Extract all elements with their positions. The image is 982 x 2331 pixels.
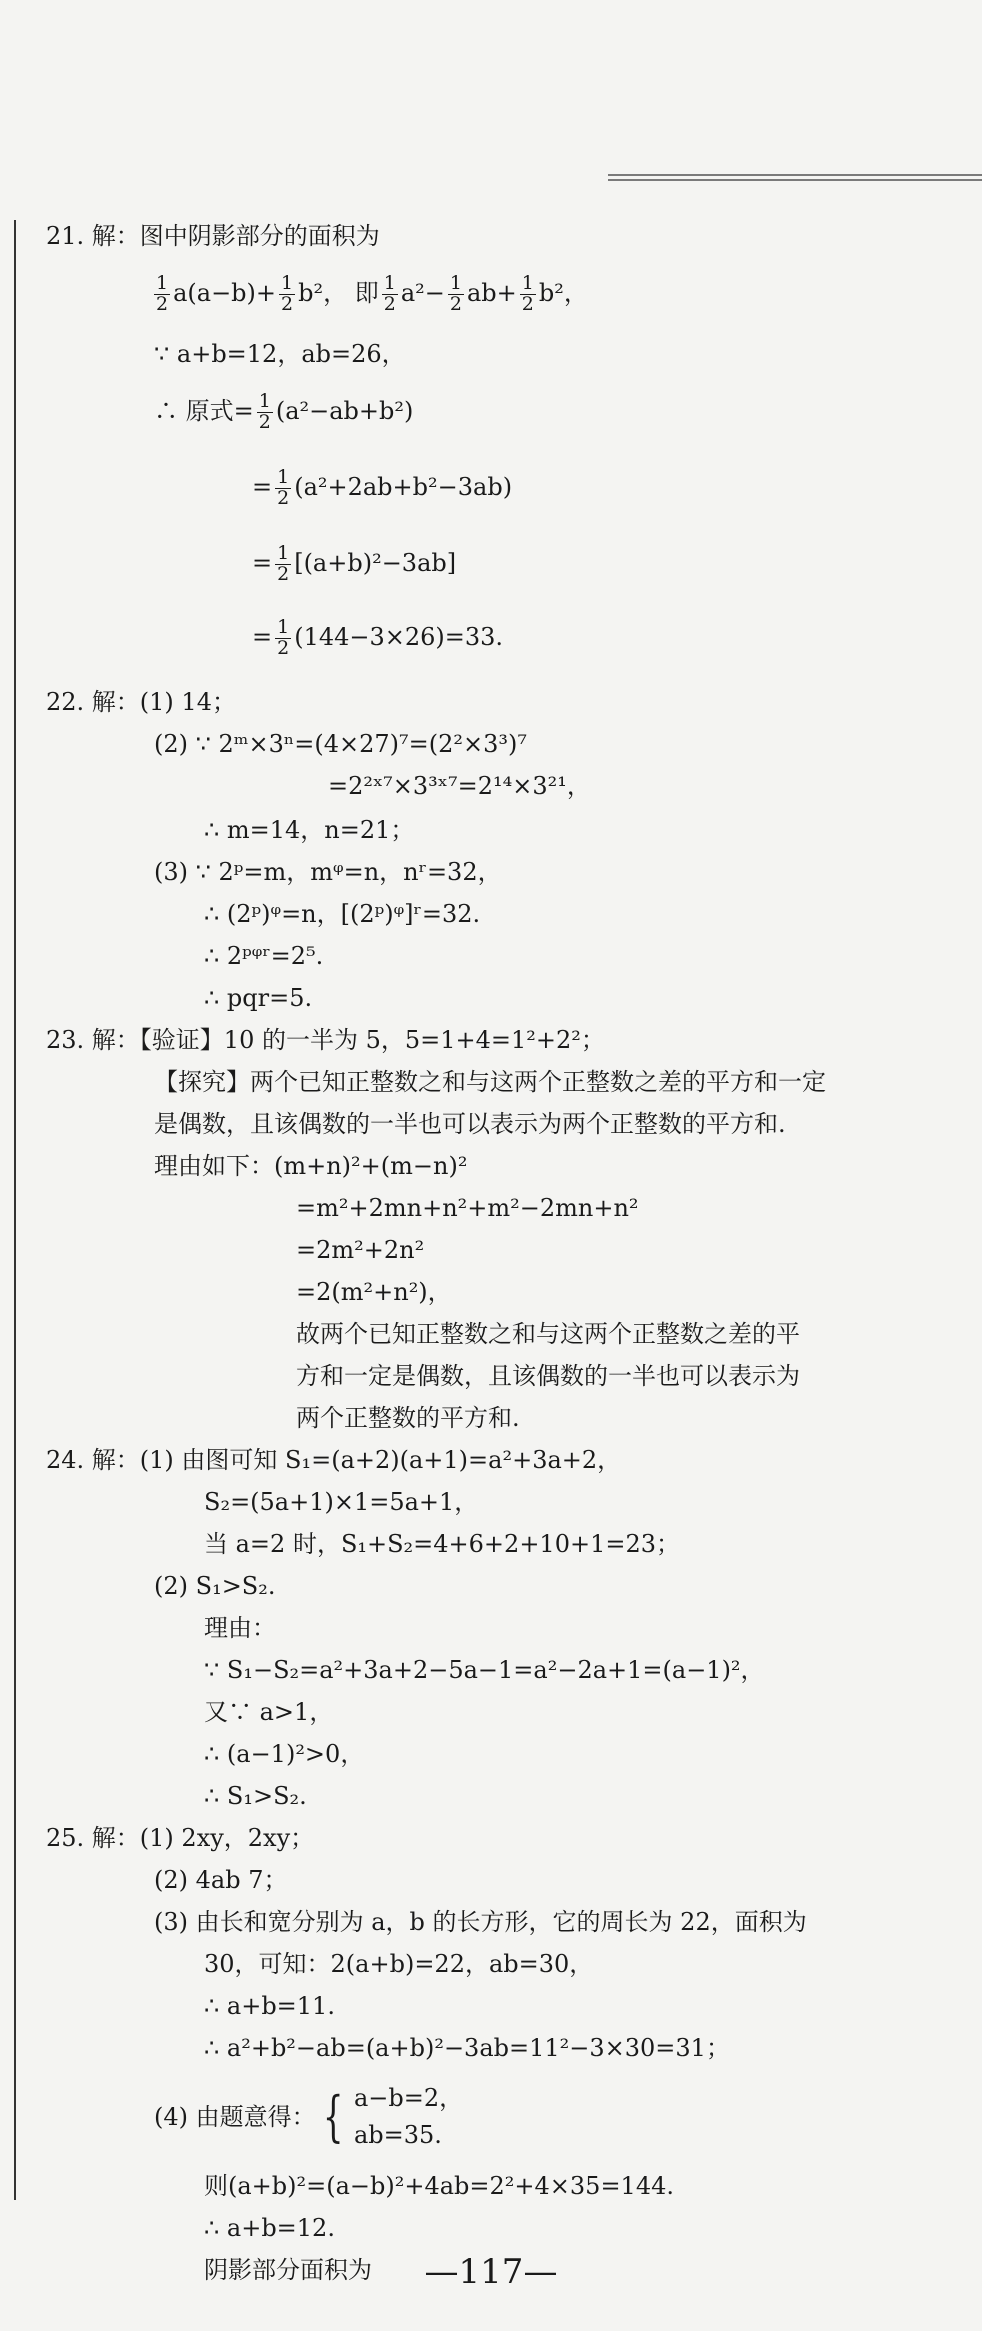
fraction: $\frac{1}{2}$	[277, 466, 290, 509]
q23-line-7: =2(m²+n²)，	[296, 1278, 452, 1306]
left-brace: {	[322, 2085, 344, 2149]
equation-system: a−b=2， ab=35.	[353, 2084, 464, 2150]
q23-line-1: 23. 解：【验证】10 的一半为 5，5=1+4=1²+2²；	[46, 1026, 605, 1054]
q25-line-9: ∴ a+b=12.	[204, 2214, 335, 2242]
q21-line-6: = $\frac{1}{2}$ [(a+b)²−3ab]	[252, 542, 457, 585]
left-margin-bar	[14, 220, 16, 2200]
q24-line-5: 理由：	[204, 1614, 276, 1642]
q22-line-6: ∴ (2ᵖ)ᵠ=n，[(2ᵖ)ᵠ]ʳ=32.	[204, 900, 481, 928]
q25-line-7: (4) 由题意得： { a−b=2， ab=35.	[154, 2080, 463, 2154]
q22-line-1: 22. 解：(1) 14；	[46, 688, 236, 716]
q23-line-5: =m²+2mn+n²+m²−2mn+n²	[296, 1194, 639, 1222]
fraction: $\frac{1}{2}$	[258, 390, 271, 433]
q21-line-3: ∵ a+b=12，ab=26，	[154, 340, 406, 368]
q22-line-5: (3) ∵ 2ᵖ=m，mᵠ=n，nʳ=32，	[154, 858, 502, 886]
page-number: —117—	[424, 2252, 558, 2292]
q24-line-8: ∴ (a−1)²>0，	[204, 1740, 365, 1768]
fraction: $\frac{1}{2}$	[449, 272, 462, 315]
q25-line-1: 25. 解：(1) 2xy，2xy；	[46, 1824, 315, 1852]
q24-line-3: 当 a=2 时，S₁+S₂=4+6+2+10+1=23；	[204, 1530, 680, 1558]
fraction: $\frac{1}{2}$	[521, 272, 534, 315]
q23-line-8: 故两个已知正整数之和与这两个正整数之差的平	[296, 1320, 800, 1348]
q23-line-9: 方和一定是偶数，且该偶数的一半也可以表示为	[296, 1362, 800, 1390]
fraction: $\frac{1}{2}$	[156, 272, 169, 315]
fraction: $\frac{1}{2}$	[277, 542, 290, 585]
q21-line-1: 21. 解：图中阴影部分的面积为	[46, 222, 380, 250]
q23-line-10: 两个正整数的平方和.	[296, 1404, 520, 1432]
q21-line-4: ∴ 原式= $\frac{1}{2}$ (a²−ab+b²)	[154, 390, 414, 433]
q22-line-4: ∴ m=14，n=21；	[204, 816, 415, 844]
q24-line-1: 24. 解：(1) 由图可知 S₁=(a+2)(a+1)=a²+3a+2，	[46, 1446, 622, 1474]
fraction: $\frac{1}{2}$	[277, 616, 290, 659]
fraction: $\frac{1}{2}$	[383, 272, 396, 315]
q21-line-2: $\frac{1}{2}$ a(a−b)+ $\frac{1}{2}$ b²， 即 $\frac{1}{2}$ a²− $\frac{1}{2}$ ab+ $\frac{1}{2}$ b²，	[156, 272, 588, 315]
q21-line-7: = $\frac{1}{2}$ (144−3×26)=33.	[252, 616, 504, 659]
q23-line-2: 【探究】两个已知正整数之和与这两个正整数之差的平方和一定	[154, 1068, 826, 1096]
q25-line-8: 则(a+b)²=(a−b)²+4ab=2²+4×35=144.	[204, 2172, 674, 2200]
q23-line-4: 理由如下：(m+n)²+(m−n)²	[154, 1152, 468, 1180]
q25-line-10: 阴影部分面积为	[204, 2256, 372, 2284]
q25-line-4: 30，可知：2(a+b)=22，ab=30，	[204, 1950, 594, 1978]
q25-line-3: (3) 由长和宽分别为 a，b 的长方形，它的周长为 22，面积为	[154, 1908, 807, 1936]
q24-line-2: S₂=(5a+1)×1=5a+1，	[204, 1488, 479, 1516]
header-rules	[608, 174, 982, 184]
q22-line-8: ∴ pqr=5.	[204, 984, 313, 1012]
q21-line-5: = $\frac{1}{2}$ (a²+2ab+b²−3ab)	[252, 466, 513, 509]
q25-line-2: (2) 4ab 7；	[154, 1866, 288, 1894]
q22-line-3: =2²ˣ⁷×3³ˣ⁷=2¹⁴×3²¹，	[328, 772, 591, 800]
fraction: $\frac{1}{2}$	[281, 272, 294, 315]
q25-line-6: ∴ a²+b²−ab=(a+b)²−3ab=11²−3×30=31；	[204, 2034, 730, 2062]
q22-line-2: (2) ∵ 2ᵐ×3ⁿ=(4×27)⁷=(2²×3³)⁷	[154, 730, 527, 758]
q24-line-7: 又∵ a>1，	[204, 1698, 334, 1726]
q24-line-9: ∴ S₁>S₂.	[204, 1782, 307, 1810]
q23-line-3: 是偶数，且该偶数的一半也可以表示为两个正整数的平方和.	[154, 1110, 786, 1138]
q22-line-7: ∴ 2ᵖᵠʳ=2⁵.	[204, 942, 324, 970]
q24-line-6: ∵ S₁−S₂=a²+3a+2−5a−1=a²−2a+1=(a−1)²，	[204, 1656, 765, 1684]
q25-line-5: ∴ a+b=11.	[204, 1992, 335, 2020]
q23-line-6: =2m²+2n²	[296, 1236, 425, 1264]
q24-line-4: (2) S₁>S₂.	[154, 1572, 276, 1600]
